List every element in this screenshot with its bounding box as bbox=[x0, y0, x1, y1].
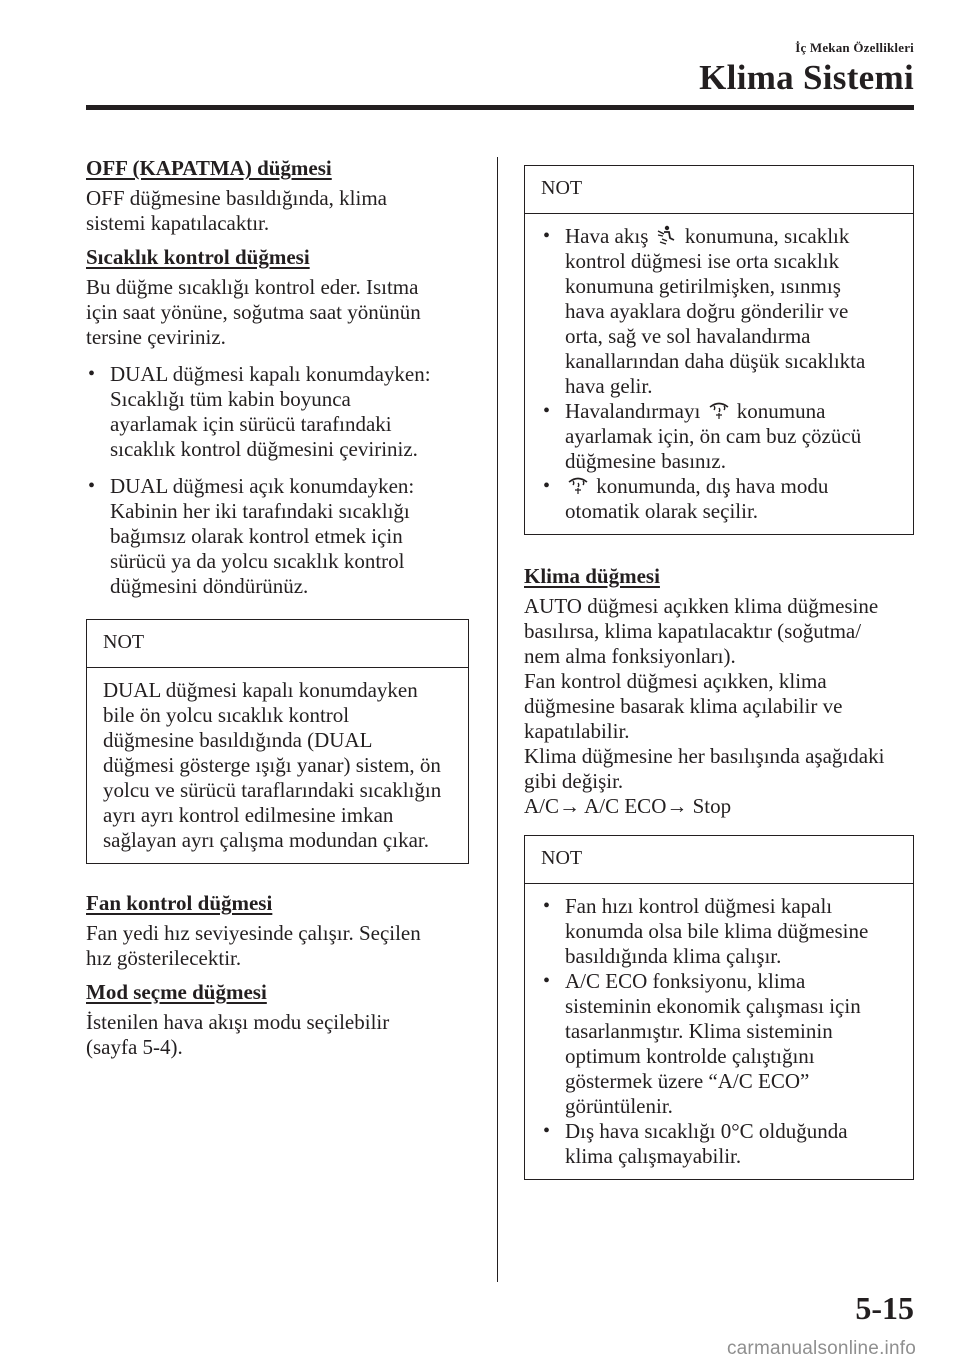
bi-level-floor-icon bbox=[656, 224, 678, 246]
temperature-heading: Sıcaklık kontrol düğmesi bbox=[86, 245, 310, 269]
klima-heading: Klima düğmesi bbox=[524, 564, 660, 588]
klima-text: AUTO düğmesi açıkken klima düğmesine basılırsa, klima kapatılacaktır (soğutma/ nem alma fonksiyonları). Fan kontrol düğmesi açıkken, klima düğmesine basarak klima açılabilir ve kapatılabilir. Klima düğmesine her basılışında aşağıdaki gibi değişir. A/C→ A/C ECO→ Stop bbox=[524, 594, 914, 819]
temperature-bullets bbox=[86, 362, 469, 599]
left-column bbox=[86, 155, 469, 1068]
off-button-text: OFF düğmesine basıldığında, klima sistemi kapatılacaktır. bbox=[86, 186, 387, 235]
mode-text: İstenilen hava akışı modu seçilebilir (sayfa 5-4). bbox=[86, 1010, 390, 1059]
right-column bbox=[524, 165, 914, 1180]
bullet-defrost: • Havalandırmayı konumuna ayarlamak için, ön cam buz çözücü düğmesine basınız. bbox=[541, 399, 897, 474]
column-divider bbox=[497, 157, 498, 1282]
note-label: NOT bbox=[525, 166, 913, 214]
note-label: NOT bbox=[87, 620, 468, 668]
page-number: 5-15 bbox=[855, 1290, 914, 1326]
note-body bbox=[525, 884, 913, 1179]
section-header: İç Mekan Özellikleri bbox=[795, 40, 914, 55]
note-body: DUAL düğmesi kapalı konumdayken bile ön yolcu sıcaklık kontrol düğmesine basıldığında (DUAL düğmesi gösterge ışığı yanar) sistem, ön yolcu ve sürücü taraflarındaki sıcaklığın ayrı ayrı kontrol edilmesine imkan sağlayan ayrı çalışma modundan çıkar. bbox=[103, 678, 442, 852]
fan-heading: Fan kontrol düğmesi bbox=[86, 891, 273, 915]
mode-heading: Mod seçme düğmesi bbox=[86, 980, 267, 1004]
off-button-heading: OFF (KAPATMA) düğmesi bbox=[86, 156, 332, 180]
fan-text: Fan yedi hız seviyesinde çalışır. Seçilen hız gösterilecektir. bbox=[86, 921, 421, 970]
bullet-ac-eco: • A/C ECO fonksiyonu, klima sisteminin ekonomik çalışması için tasarlanmıştır. Klima sisteminin optimum kontrolde çalıştığını göstermek üzere “A/C ECO” görüntülenir. bbox=[541, 969, 897, 1119]
note-label: NOT bbox=[525, 836, 913, 884]
bullet-fan-off: • Fan hızı kontrol düğmesi kapalı konumda olsa bile klima düğmesine basıldığında klima çalışır. bbox=[541, 894, 897, 969]
note-box-ac bbox=[524, 835, 914, 1180]
bullet-dual-off: • DUAL düğmesi kapalı konumdayken: Sıcaklığı tüm kabin boyunca ayarlamak için sürücü tarafındaki sıcaklık kontrol düğmesini çeviriniz. bbox=[86, 362, 469, 462]
bullet-defrost-outside: • konumunda, dış hava modu otomatik olarak seçilir. bbox=[541, 474, 897, 524]
watermark: carmanualsonline.info bbox=[726, 1338, 916, 1359]
temperature-text: Bu düğme sıcaklığı kontrol eder. Isıtma için saat yönüne, soğutma saat yönünün tersine çeviriniz. bbox=[86, 275, 421, 349]
header-rule bbox=[86, 105, 914, 110]
note-body bbox=[525, 214, 913, 534]
note-box-airflow bbox=[524, 165, 914, 535]
bullet-bilevel: • Hava akış konumuna, sıcaklık kontrol düğmesi ise orta sıcaklık konumuna getirilmişken, ısınmış hava ayaklara doğru gönderilir ve orta, sağ ve sol havalandırma kanallarından daha düşük sıcaklıkta hava gelir. bbox=[541, 224, 897, 399]
defroster-icon bbox=[708, 399, 730, 421]
defroster-icon bbox=[567, 474, 589, 496]
note-box-dual bbox=[86, 619, 469, 864]
ac-mode-sequence: A/C→ A/C ECO→ Stop bbox=[524, 794, 732, 818]
page-title: Klima Sistemi bbox=[699, 58, 914, 97]
bullet-dual-on: • DUAL düğmesi açık konumdayken: Kabinin her iki tarafındaki sıcaklığı bağımsız olarak kontrol etmek için sürücü ya da yolcu sıcaklık kontrol düğmesini döndürünüz. bbox=[86, 474, 469, 599]
bullet-outside-temp: • Dış hava sıcaklığı 0°C olduğunda klima çalışmayabilir. bbox=[541, 1119, 897, 1169]
